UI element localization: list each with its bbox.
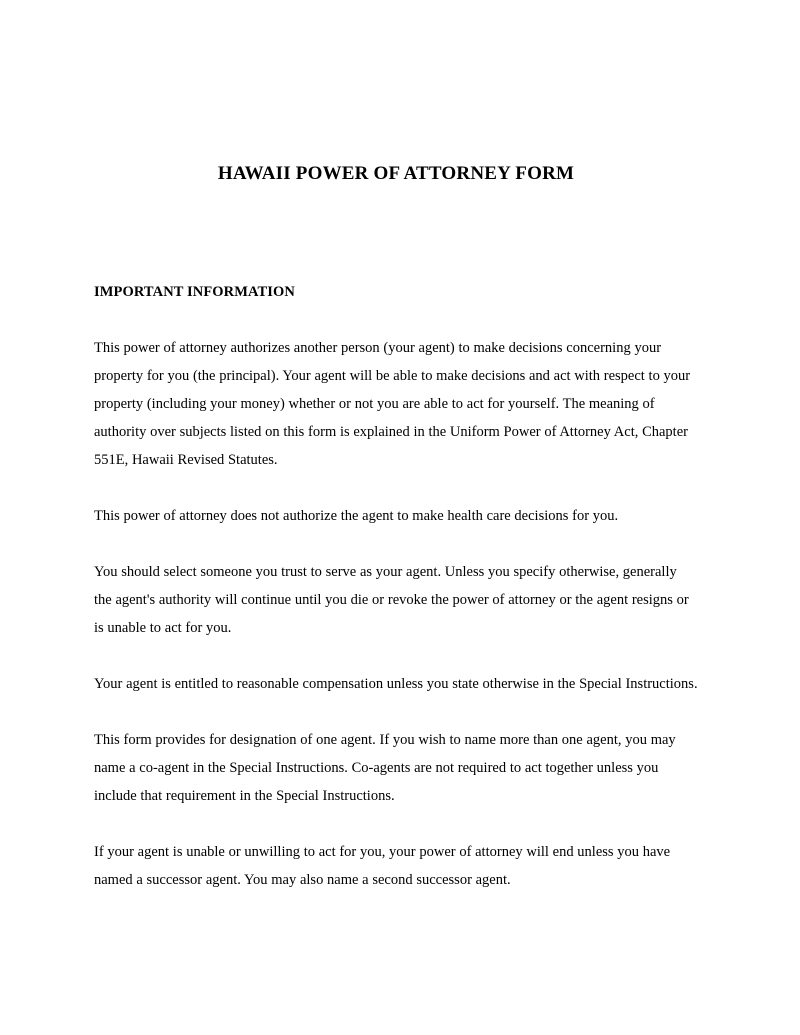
paragraph: If your agent is unable or unwilling to act for you, your power of attorney will end unless you have named a successor agent. You may also name a second successor agent. [94, 844, 671, 888]
page-title: HAWAII POWER OF ATTORNEY FORM [217, 163, 575, 184]
paragraph: You should select someone you trust to serve as your agent. Unless you specify otherwise, generally the agent's authority will continue until you die or revoke the power of attorney or the agent resigns or is unable to act for you. [94, 564, 689, 636]
section-heading-important-information: IMPORTANT INFORMATION [94, 284, 295, 300]
paragraph: This power of attorney does not authorize the agent to make health care decisions for you. [94, 508, 619, 524]
paragraph: This form provides for designation of one agent. If you wish to name more than one agent, you may name a co-agent in the Special Instructions. Co-agents are not required to act together unless you include that requirement in the Special Instructions. [94, 732, 676, 804]
paragraph: This power of attorney authorizes another person (your agent) to make decisions concerning your property for you (the principal). Your agent will be able to make decisions and act with respect to your property (including your money) whether or not you are able to act for yourself. The meaning of authority over subjects listed on this form is explained in the Uniform Power of Attorney Act, Chapter 551E, Hawaii Revised Statutes. [94, 340, 691, 468]
paragraph: Your agent is entitled to reasonable compensation unless you state otherwise in the Special Instructions. [94, 676, 698, 692]
body-text-block [94, 334, 698, 894]
